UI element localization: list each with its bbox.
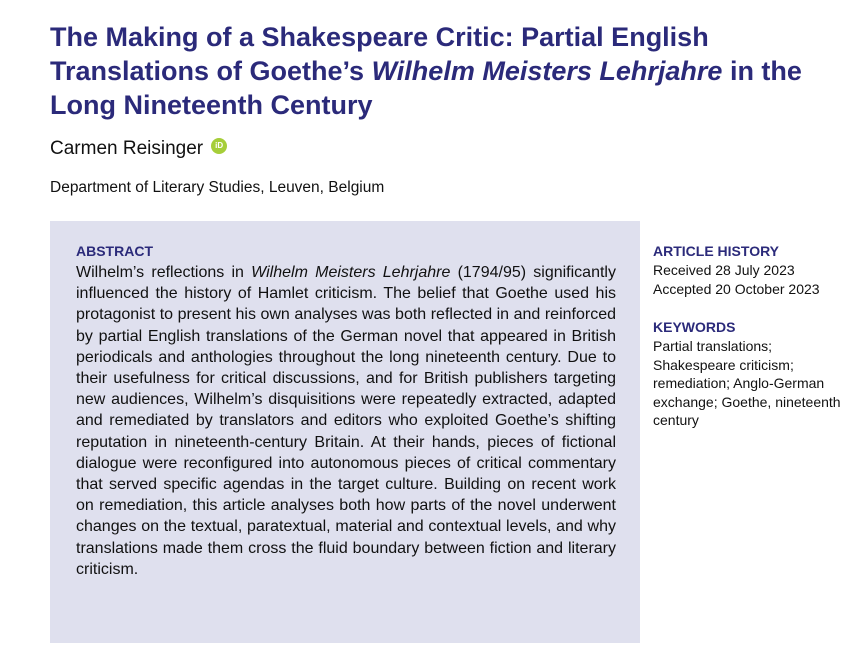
keywords-section [653, 319, 853, 430]
title-line-2 [50, 54, 840, 88]
author-line [50, 138, 227, 160]
title-italic-work: Wilhelm Meisters Lehrjahre [371, 56, 723, 86]
abstract-text-start: Wilhelm’s reflections in [76, 264, 252, 281]
keywords-heading: KEYWORDS [653, 319, 736, 335]
title-line-2-start: Translations of Goethe’s [50, 56, 372, 86]
received-date: Received 28 July 2023 [653, 262, 795, 278]
abstract-box [50, 221, 640, 643]
title-line-3: Long Nineteenth Century [50, 90, 373, 120]
keywords-list: Partial translations; Shakespeare criticism; remediation; Anglo-German exchange; Goethe, nineteenth century [653, 338, 841, 428]
abstract-text [76, 262, 616, 580]
affiliation: Department of Literary Studies, Leuven, Belgium [50, 179, 385, 196]
title-line-1: The Making of a Shakespeare Critic: Partial English [50, 22, 709, 52]
orcid-icon[interactable]: iD [211, 138, 227, 154]
abstract-heading: ABSTRACT [76, 243, 153, 259]
article-history-heading: ARTICLE HISTORY [653, 243, 780, 259]
title-line-2-end: in the [722, 56, 802, 86]
author-name[interactable]: Carmen Reisinger [50, 138, 204, 159]
abstract-italic-work: Wilhelm Meisters Lehrjahre [251, 264, 451, 281]
abstract-text-body: (1794/95) significantly influenced the history of Hamlet criticism. The belief that Goethe used his protagonist to present his own analyses was both reflected in and reinforced by partial English translations of the German novel that appeared in British periodicals and anthologies throughout the long nineteenth century. Due to their usefulness for critical discussions, and for British publishers targeting new audiences, Wilhelm’s disquisitions were repeatedly extracted, adapted and remediated by translators and editors who exploited Goethe’s shifting reputation in nineteenth-century Britain. At their hands, pieces of fictional dialogue were reconfigured into autonomous pieces of critical commentary that served specific agendas in the target culture. Building on recent work on remediation, this article analyses both how parts of the novel underwent changes on the textual, paratextual, material and contextual levels, and why translations made them cross the fluid boundary between fiction and literary criticism. [76, 264, 616, 578]
article-history [653, 243, 853, 299]
article-title [50, 20, 840, 122]
accepted-date: Accepted 20 October 2023 [653, 281, 820, 297]
